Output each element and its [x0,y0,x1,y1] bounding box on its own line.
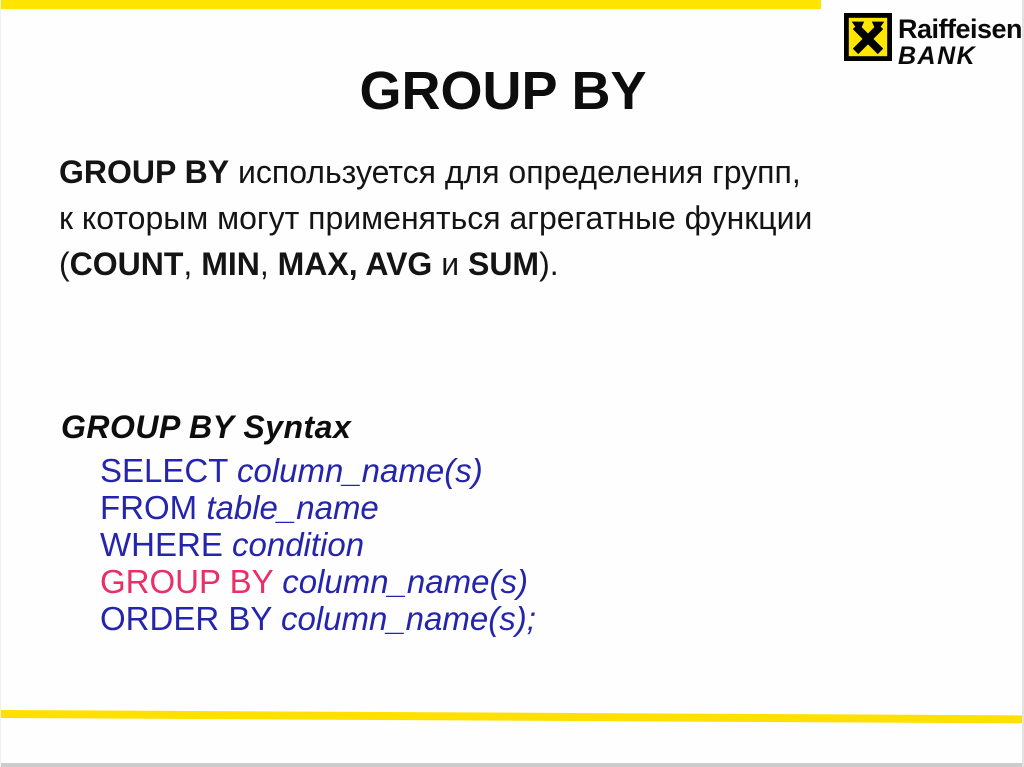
sql-line-select [100,452,536,489]
intro-line-3 [59,241,959,287]
sql-line-group-by [100,563,536,600]
sql-keyword-order-by: ORDER BY [100,600,281,637]
conjunction: и [432,246,468,282]
separator: , [183,246,202,282]
sql-operand: column_name(s) [236,452,483,489]
sql-line-where [100,526,536,563]
sql-code-block [100,452,536,637]
sql-keyword-group-by: GROUP BY [100,563,283,600]
raiffeisen-gable-cross-icon [844,13,892,61]
intro-paragraph [59,149,959,287]
func-min: MIN [201,246,260,282]
logo-brand-name: Raiffeisen [898,14,1023,44]
bottom-gray-strip [1,763,1024,767]
bottom-accent-bar [0,710,1024,723]
sql-keyword-select: SELECT [100,452,237,489]
logo-bank-word: BANK [898,42,977,70]
slide-title: GROUP BY [359,61,647,121]
sql-operand: condition [232,526,365,563]
intro-line-1-text: используется для определения групп, [229,154,801,190]
sql-keyword-from: FROM [100,489,207,526]
sql-operand: column_name(s) [282,563,528,600]
paren-close: ). [539,246,559,282]
intro-line-2: к которым могут применяться агрегатные функции [59,200,813,236]
sql-operand: column_name(s); [280,600,536,637]
sql-line-from [100,489,536,526]
separator: , [259,246,278,282]
func-count: COUNT [69,246,184,282]
sql-keyword-where: WHERE [100,526,232,563]
func-max-avg: MAX, AVG [277,246,433,282]
intro-keyword: GROUP BY [59,154,230,190]
paren-open: ( [59,246,70,282]
sql-line-order-by [100,600,536,637]
sql-operand: table_name [206,489,379,526]
top-accent-bar [1,0,821,9]
syntax-heading: GROUP BY Syntax [61,409,352,445]
intro-line-1 [59,149,959,195]
func-sum: SUM [467,246,540,282]
